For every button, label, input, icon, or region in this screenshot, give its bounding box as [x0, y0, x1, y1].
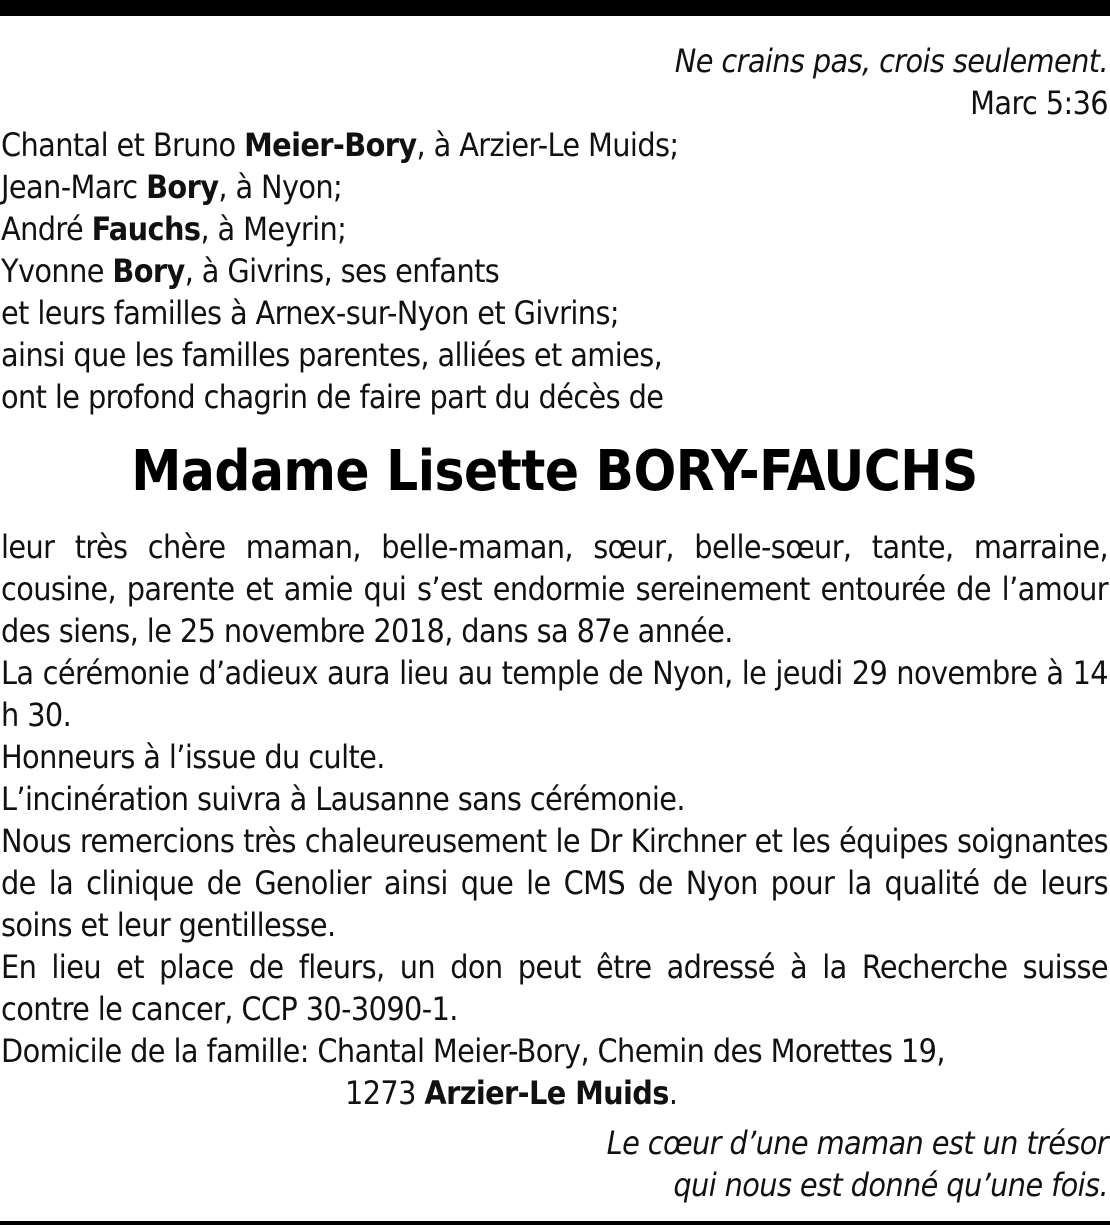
body-paragraph: Nous remercions très chaleureusement le Dr Kirchner et les équipes soignantes de la clinique de Genolier ainsi que le CMS de Nyon pour la qualité de leurs soins et leur gentillesse.	[1, 822, 1108, 944]
mourner-surname: Bory	[112, 252, 185, 290]
closing-line: qui nous est donné qu’une fois.	[673, 1166, 1108, 1204]
mourner-surname: Fauchs	[91, 210, 201, 248]
body-paragraph: La cérémonie d’adieux aura lieu au temple de Nyon, le jeudi 29 novembre à 14 h 30.	[1, 654, 1108, 734]
address-town: Arzier-Le Muids	[424, 1074, 669, 1112]
mourner-line: Yvonne Bory, à Givrins, ses enfants	[1, 252, 500, 290]
mourner-surname: Meier-Bory	[244, 126, 417, 164]
top-rule	[0, 0, 1110, 16]
body-paragraph: leur très chère maman, belle-maman, sœur, belle-sœur, tante, marraine, cousine, parente et amie qui s’est endormie sereinement entourée de l’amour des siens, le 25 novembre 2018, dans sa 87e année.	[1, 528, 1108, 650]
closing-verse	[1, 1122, 1108, 1206]
family-line: ont le profond chagrin de faire part du décès de	[1, 378, 664, 416]
address-postcode: 1273	[345, 1074, 425, 1112]
body-paragraph: L’incinération suivra à Lausanne sans cérémonie.	[1, 780, 685, 818]
epigraph-reference: Marc 5:36	[970, 84, 1108, 122]
family-line: et leurs familles à Arnex-sur-Nyon et Givrins;	[1, 294, 619, 332]
family-line: ainsi que les familles parentes, alliées et amies,	[1, 336, 663, 374]
obituary-notice	[1, 40, 1108, 1206]
body-paragraph: Honneurs à l’issue du culte.	[1, 738, 385, 776]
notice-body	[1, 526, 1108, 1114]
mourner-line: André Fauchs, à Meyrin;	[1, 210, 347, 248]
address-town-line: 1273 Arzier-Le Muids.	[345, 1074, 678, 1112]
mourners-list	[1, 124, 1108, 418]
closing-line: Le cœur d’une maman est un trésor	[606, 1124, 1108, 1162]
mourner-line: Jean-Marc Bory, à Nyon;	[1, 168, 343, 206]
address-line: Domicile de la famille: Chantal Meier-Bory, Chemin des Morettes 19,	[1, 1032, 945, 1070]
body-paragraph: En lieu et place de fleurs, un don peut être adressé à la Recherche suisse contre le cancer, CCP 30-3090-1.	[1, 948, 1108, 1028]
deceased-name: Madame Lisette BORY-FAUCHS	[131, 439, 978, 504]
mourner-line: Chantal et Bruno Meier-Bory, à Arzier-Le Muids;	[1, 126, 679, 164]
epigraph-quote: Ne crains pas, crois seulement.	[674, 42, 1108, 80]
bottom-rule	[0, 1221, 1110, 1225]
mourner-surname: Bory	[146, 168, 219, 206]
